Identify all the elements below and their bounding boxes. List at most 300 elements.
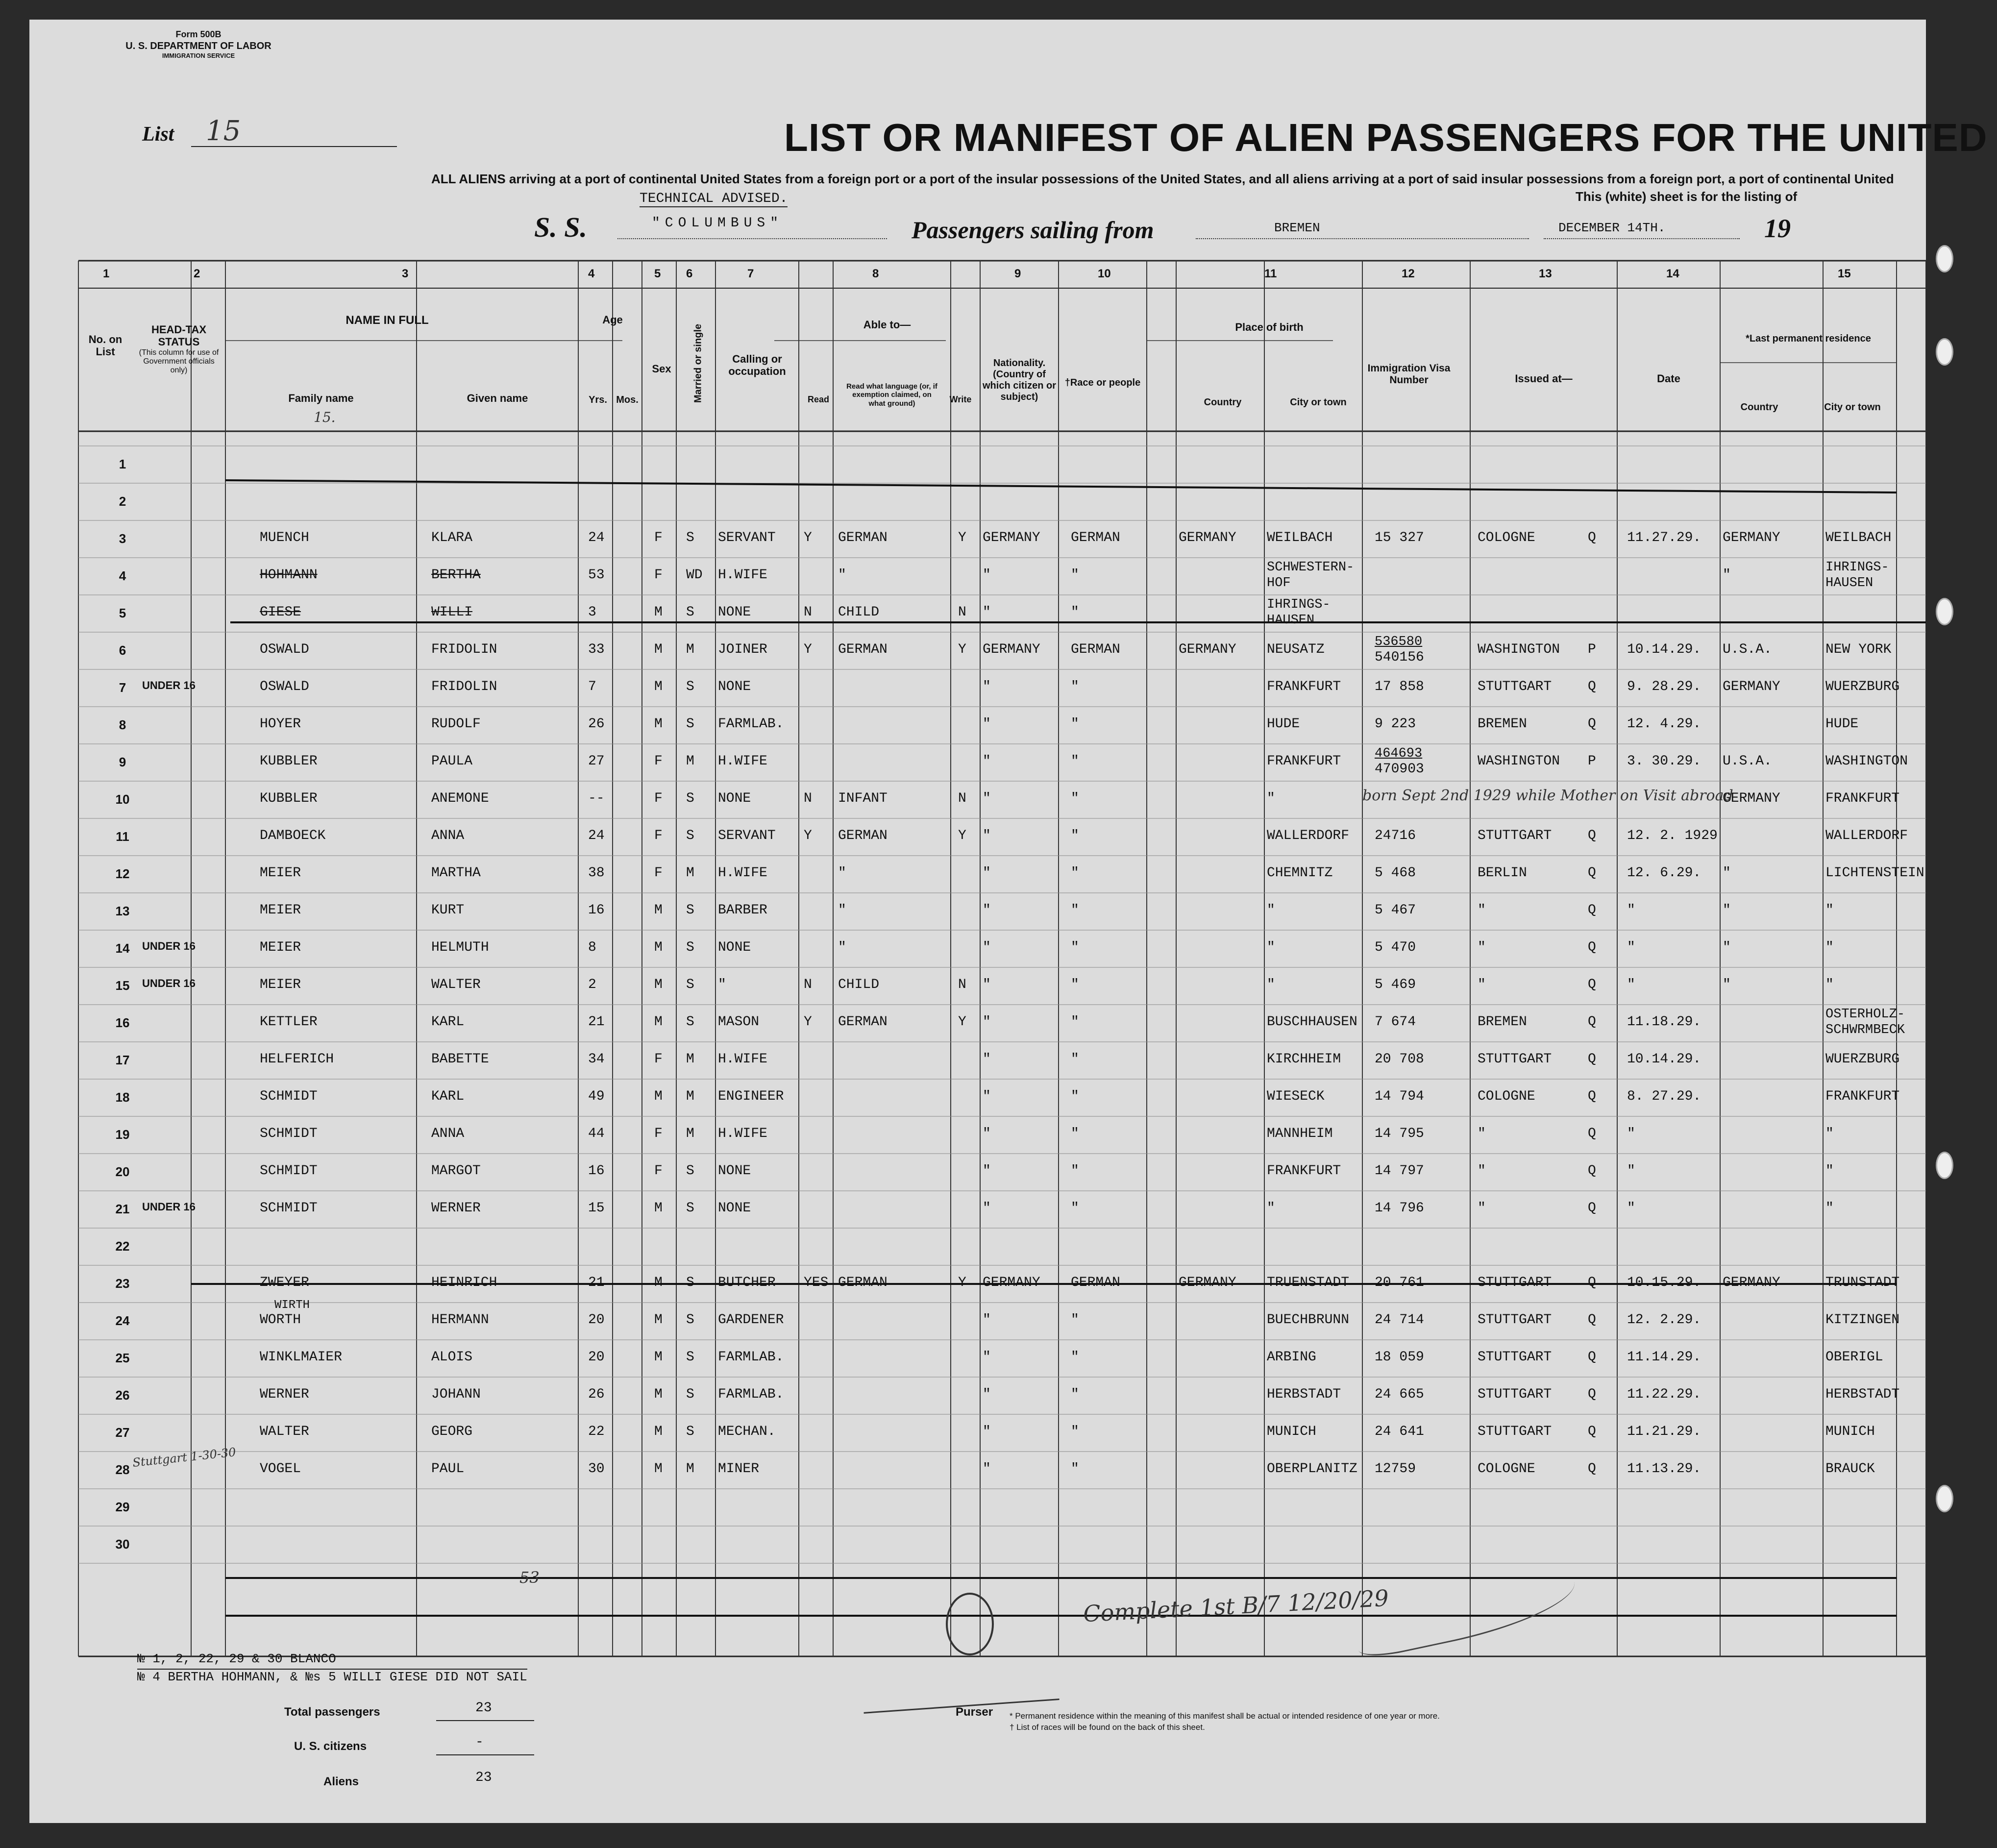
cell-head-tax-status: UNDER 16	[142, 1201, 196, 1213]
cell-sex: M	[654, 1424, 663, 1439]
header-no-on-list: No. on List	[88, 333, 123, 358]
cell-birth-city: WEILBACH	[1267, 530, 1333, 545]
table-row	[29, 520, 1926, 558]
cell-residence-city: "	[1825, 903, 1834, 918]
ship-name: "COLUMBUS"	[652, 216, 784, 231]
cell-sex: M	[654, 1275, 663, 1290]
cell-visa-class: Q	[1588, 1089, 1596, 1104]
column-number: 8	[872, 267, 879, 280]
header-write: Write	[949, 394, 972, 404]
cell-sex: F	[654, 1052, 663, 1067]
column-number: 6	[686, 267, 693, 280]
cell-birth-country: GERMANY	[1179, 530, 1236, 545]
cell-given-name: BABETTE	[431, 1052, 489, 1067]
cell-nationality: GERMANY	[983, 1275, 1040, 1290]
cell-issued-at: BREMEN	[1478, 1014, 1527, 1030]
cell-family-name: OSWALD	[260, 642, 309, 657]
cell-given-name: ANNA	[431, 828, 465, 843]
cell-visa-class: Q	[1588, 940, 1596, 955]
cell-race: "	[1071, 1461, 1079, 1477]
cell-age-years: 16	[588, 903, 605, 918]
cell-sex: M	[654, 940, 663, 955]
header-last-residence: *Last permanent residence	[1746, 333, 1871, 344]
cell-given-name: PAULA	[431, 754, 473, 769]
cell-visa-number: 5 469	[1375, 977, 1416, 992]
cell-issued-at: "	[1478, 1201, 1486, 1216]
cell-age-years: 7	[588, 679, 596, 694]
cell-age-years: 24	[588, 828, 605, 843]
cell-age-years: 38	[588, 865, 605, 881]
cell-race: "	[1071, 1424, 1079, 1439]
cell-given-name: FRIDOLIN	[431, 642, 497, 657]
cell-race: "	[1071, 828, 1079, 843]
cell-can-read: N	[804, 977, 812, 992]
cell-can-write: N	[958, 977, 966, 992]
cell-given-name: WERNER	[431, 1201, 481, 1216]
table-row	[29, 744, 1926, 781]
cell-race: "	[1071, 903, 1079, 918]
cell-given-name: HELMUTH	[431, 940, 489, 955]
cell-head-tax-status: UNDER 16	[142, 977, 196, 989]
cell-visa-class: P	[1588, 754, 1596, 769]
cell-age-years: 21	[588, 1014, 605, 1030]
cell-can-write: Y	[958, 530, 966, 545]
row-number: 17	[115, 1053, 130, 1067]
department-name: U. S. DEPARTMENT OF LABOR	[125, 40, 271, 51]
cell-issued-at: WASHINGTON	[1478, 754, 1560, 769]
cell-family-name: DAMBOECK	[260, 828, 326, 843]
cell-nationality: "	[983, 1350, 991, 1365]
column-number: 13	[1539, 267, 1552, 280]
cell-visa-number: 24716	[1375, 828, 1416, 843]
hand-tax-note: Stuttgart 1-30-30	[132, 1445, 237, 1470]
cell-race: GERMAN	[1071, 530, 1120, 545]
cell-issued-at: COLOGNE	[1478, 1089, 1535, 1104]
table-row	[29, 1191, 1926, 1228]
cell-residence-city: MUNICH	[1825, 1424, 1875, 1439]
cell-can-write: N	[958, 791, 966, 806]
cell-visa-class: Q	[1588, 903, 1596, 918]
row-number: 24	[115, 1313, 130, 1328]
cell-birth-city: WIESECK	[1267, 1089, 1325, 1104]
cell-issue-date: 12. 4.29.	[1627, 716, 1701, 732]
cell-sex: M	[654, 1461, 663, 1477]
header-date: Date	[1657, 372, 1680, 385]
table-row	[29, 446, 1926, 483]
cell-birth-country: GERMANY	[1179, 1275, 1236, 1290]
cell-occupation: H.WIFE	[718, 1126, 767, 1141]
page-title: LIST OR MANIFEST OF ALIEN PASSENGERS FOR THE UNITED	[784, 116, 1988, 159]
cell-issue-date: "	[1627, 977, 1635, 992]
column-number: 11	[1264, 267, 1277, 280]
cell-issue-date: "	[1627, 903, 1635, 918]
row-number: 6	[119, 643, 126, 658]
cell-read-language: INFANT	[838, 791, 888, 806]
cell-race: "	[1071, 977, 1079, 992]
aliens-value: 23	[475, 1770, 492, 1785]
cell-nationality: "	[983, 1014, 991, 1030]
cell-age-years: 20	[588, 1350, 605, 1365]
cell-read-language: "	[838, 903, 846, 918]
us-citizens-label: U. S. citizens	[294, 1740, 367, 1753]
cell-birth-city: FRANKFURT	[1267, 1163, 1341, 1179]
cell-issue-date: 10.14.29.	[1627, 1052, 1701, 1067]
cell-visa-number: 536580	[1375, 635, 1423, 649]
cell-given-name: KARL	[431, 1014, 465, 1030]
cell-visa-number-second: 470903	[1375, 762, 1424, 777]
cell-age-years: 20	[588, 1312, 605, 1328]
row-number: 22	[115, 1239, 130, 1254]
column-number: 12	[1402, 267, 1415, 280]
cell-issue-date: 11.27.29.	[1627, 530, 1701, 545]
header-head-tax-note: (This column for use of Government officials only)	[139, 348, 219, 375]
row-number: 11	[116, 829, 129, 844]
cell-nationality: "	[983, 1387, 991, 1402]
header-age: Age	[602, 314, 623, 326]
cell-residence-country: GERMANY	[1723, 1275, 1780, 1290]
cell-occupation: MASON	[718, 1014, 760, 1030]
cell-nationality: "	[983, 1052, 991, 1067]
cell-given-name: BERTHA	[431, 567, 481, 583]
cell-can-write: Y	[958, 1014, 966, 1030]
cell-visa-number: 14 796	[1375, 1201, 1424, 1216]
sailing-date: DECEMBER 14TH.	[1558, 221, 1666, 235]
cell-marital-status: M	[686, 1089, 694, 1104]
cell-age-years: 27	[588, 754, 605, 769]
row-number: 10	[115, 792, 130, 807]
cell-sex: M	[654, 1350, 663, 1365]
cell-birth-city: IHRINGS- HAUSEN	[1267, 597, 1331, 628]
cell-age-years: 26	[588, 1387, 605, 1402]
cell-birth-city: HUDE	[1267, 716, 1300, 732]
row-number: 18	[115, 1090, 130, 1105]
header-list-hand-number: 15.	[314, 409, 336, 425]
cell-family-name: MEIER	[260, 903, 301, 918]
cell-race: "	[1071, 1014, 1079, 1030]
cell-nationality: "	[983, 1163, 991, 1179]
cell-birth-city: ARBING	[1267, 1350, 1316, 1365]
cell-age-years: 2	[588, 977, 596, 992]
column-number: 1	[103, 267, 110, 280]
header-occupation: Calling or occupation	[728, 353, 786, 378]
cell-occupation: MECHAN.	[718, 1424, 776, 1439]
cell-visa-number: 18 059	[1375, 1350, 1424, 1365]
table-row	[29, 1299, 1926, 1340]
cell-sex: M	[654, 679, 663, 694]
cell-marital-status: S	[686, 1424, 694, 1439]
cell-sex: M	[654, 716, 663, 732]
punch-hole	[1936, 245, 1953, 272]
cell-family-name: MEIER	[260, 940, 301, 955]
cell-issued-at: STUTTGART	[1478, 1312, 1552, 1328]
cell-residence-city: "	[1825, 1201, 1834, 1216]
cell-issued-at: "	[1478, 1126, 1486, 1141]
cell-family-name: GIESE	[260, 605, 301, 620]
cell-nationality: GERMANY	[983, 530, 1040, 545]
header-birth-city: City or town	[1290, 397, 1347, 408]
header-nationality: Nationality. (Country of which citizen or subject)	[982, 358, 1057, 402]
cell-issued-at: "	[1478, 1163, 1486, 1179]
cell-nationality: "	[983, 791, 991, 806]
uscit-line	[436, 1754, 534, 1755]
cell-nationality: "	[983, 1201, 991, 1216]
cell-age-years: 34	[588, 1052, 605, 1067]
cell-read-language: CHILD	[838, 977, 880, 992]
cell-residence-country: U.S.A.	[1723, 754, 1772, 769]
cell-issue-date: 3. 30.29.	[1627, 754, 1701, 769]
cell-residence-city: WALLERDORF	[1825, 828, 1908, 843]
cell-nationality: "	[983, 679, 991, 694]
cell-occupation: NONE	[718, 605, 751, 620]
table-row	[29, 1526, 1926, 1563]
cell-marital-status: S	[686, 605, 694, 620]
cell-marital-status: S	[686, 828, 694, 843]
cell-visa-class: Q	[1588, 1201, 1596, 1216]
cell-occupation: H.WIFE	[718, 754, 767, 769]
cell-nationality: "	[983, 605, 991, 620]
us-citizens-value: -	[475, 1735, 484, 1750]
cell-age-years: 21	[588, 1275, 605, 1290]
aliens-label: Aliens	[323, 1775, 359, 1788]
cell-birth-city: "	[1267, 903, 1275, 918]
cell-occupation: SERVANT	[718, 530, 776, 545]
cell-read-language: "	[838, 865, 846, 881]
cell-issued-at: BREMEN	[1478, 716, 1527, 732]
cell-marital-status: S	[686, 716, 694, 732]
header-head-tax-title: HEAD-TAX STATUS	[151, 323, 207, 348]
cell-occupation: H.WIFE	[718, 567, 767, 583]
cell-race: "	[1071, 605, 1079, 620]
cell-issued-at: WASHINGTON	[1478, 642, 1560, 657]
cell-issue-date: 12. 2.29.	[1627, 1312, 1701, 1328]
total-passengers-label: Total passengers	[284, 1705, 380, 1719]
cell-issued-at: "	[1478, 977, 1486, 992]
cell-issued-at: COLOGNE	[1478, 1461, 1535, 1477]
cell-given-name: PAUL	[431, 1461, 465, 1477]
cell-nationality: "	[983, 1089, 991, 1104]
cell-family-name: SCHMIDT	[260, 1201, 318, 1216]
cell-occupation: MINER	[718, 1461, 760, 1477]
table-row	[29, 967, 1926, 1005]
cell-family-name: SCHMIDT	[260, 1089, 318, 1104]
cell-marital-status: S	[686, 1387, 694, 1402]
cell-nationality: "	[983, 1424, 991, 1439]
cell-family-name-correction: WIRTH	[274, 1299, 310, 1312]
cell-visa-number: 24 714	[1375, 1312, 1424, 1328]
cell-visa-class: Q	[1588, 1387, 1596, 1402]
cell-nationality: "	[983, 1461, 991, 1477]
table-row	[29, 1005, 1926, 1042]
cell-occupation: ENGINEER	[718, 1089, 784, 1104]
cell-residence-city: IHRINGS- HAUSEN	[1825, 560, 1889, 591]
header-place-of-birth: Place of birth	[1235, 321, 1304, 333]
row-number: 2	[119, 494, 126, 509]
table-row	[29, 632, 1926, 669]
cell-birth-city: OBERPLANITZ	[1267, 1461, 1357, 1477]
cell-sex: F	[654, 530, 663, 545]
cell-visa-number: 20 761	[1375, 1275, 1424, 1290]
cell-marital-status: M	[686, 1126, 694, 1141]
cell-marital-status: S	[686, 940, 694, 955]
cell-race: "	[1071, 940, 1079, 955]
purser-flourish	[946, 1593, 994, 1655]
cell-age-years: 30	[588, 1461, 605, 1477]
cell-birth-city: BUSCHHAUSEN	[1267, 1014, 1357, 1030]
sailing-year: 19	[1764, 214, 1791, 243]
cell-read-language: GERMAN	[838, 828, 888, 843]
header-married-single: Married or single	[692, 323, 704, 403]
cell-marital-status: M	[686, 642, 694, 657]
cell-read-language: GERMAN	[838, 1275, 888, 1290]
cell-visa-number: 17 858	[1375, 679, 1424, 694]
row-number: 4	[119, 568, 126, 583]
header-read-language: Read what language (or, if exemption claimed, on what ground)	[846, 382, 937, 408]
table-row	[29, 1377, 1926, 1414]
cell-race: "	[1071, 716, 1079, 732]
cell-race: "	[1071, 1387, 1079, 1402]
cell-occupation: NONE	[718, 940, 751, 955]
cell-issue-date: "	[1627, 1163, 1635, 1179]
cell-issue-date: 11.18.29.	[1627, 1014, 1701, 1030]
cell-read-language: GERMAN	[838, 1014, 888, 1030]
cell-nationality: "	[983, 828, 991, 843]
row-number: 29	[115, 1500, 130, 1514]
cell-given-name: ANEMONE	[431, 791, 489, 806]
cell-residence-country: GERMANY	[1723, 530, 1780, 545]
table-row	[29, 930, 1926, 967]
cell-race: "	[1071, 679, 1079, 694]
cell-race: "	[1071, 567, 1079, 583]
cell-age-years: 15	[588, 1201, 605, 1216]
cell-family-name: KUBBLER	[260, 754, 318, 769]
cell-residence-city: KITZINGEN	[1825, 1312, 1900, 1328]
cell-sex: M	[654, 1014, 663, 1030]
table-row	[29, 595, 1926, 632]
header-race: †Race or people	[1064, 377, 1141, 388]
cell-visa-class: Q	[1588, 865, 1596, 881]
cell-sex: F	[654, 865, 663, 881]
cell-visa-class: Q	[1588, 1461, 1596, 1477]
cell-age-years: 49	[588, 1089, 605, 1104]
cell-read-language: "	[838, 940, 846, 955]
cell-birth-city: BUECHBRUNN	[1267, 1312, 1350, 1328]
column-number: 5	[654, 267, 661, 280]
cell-sex: F	[654, 754, 663, 769]
header-age-years: Yrs.	[589, 394, 607, 405]
cell-residence-country: GERMANY	[1723, 679, 1780, 694]
subtitle-line-1: ALL ALIENS arriving at a port of continental United States from a foreign port or a port of the insular possessions of the United States, and all aliens arriving at a port of said insular possessions from a foreign port, a port of continental United	[431, 172, 1894, 186]
cell-issued-at: STUTTGART	[1478, 1275, 1552, 1290]
table-row	[29, 1265, 1926, 1303]
cell-issued-at: "	[1478, 903, 1486, 918]
footer-not-sail-line: № 4 BERTHA HOHMANN, & №s 5 WILLI GIESE DID NOT SAIL	[137, 1670, 527, 1684]
table-row	[29, 1079, 1926, 1116]
cell-occupation: H.WIFE	[718, 865, 767, 881]
cell-occupation: NONE	[718, 1201, 751, 1216]
cell-issue-date: 8. 27.29.	[1627, 1089, 1701, 1104]
column-number: 10	[1098, 267, 1111, 280]
cell-visa-class: Q	[1588, 1424, 1596, 1439]
cell-issue-date: 10.15.29.	[1627, 1275, 1701, 1290]
cell-given-name: WILLI	[431, 605, 473, 620]
hand-count: 53	[519, 1568, 540, 1587]
cell-issue-date: 12. 6.29.	[1627, 865, 1701, 881]
cell-nationality: "	[983, 754, 991, 769]
cell-issued-at: STUTTGART	[1478, 679, 1552, 694]
punch-hole	[1936, 1152, 1953, 1179]
cell-residence-country: "	[1723, 940, 1731, 955]
cell-issue-date: 10.14.29.	[1627, 642, 1701, 657]
cell-residence-city: "	[1825, 1126, 1834, 1141]
cell-given-name: KLARA	[431, 530, 473, 545]
cell-residence-country: "	[1723, 977, 1731, 992]
cell-visa-number: 24 665	[1375, 1387, 1424, 1402]
cell-given-name: JOHANN	[431, 1387, 481, 1402]
cell-race: "	[1071, 1089, 1079, 1104]
departure-port: BREMEN	[1274, 221, 1320, 235]
cell-occupation: BARBER	[718, 903, 767, 918]
cell-residence-country: GERMANY	[1723, 791, 1780, 806]
cell-occupation: SERVANT	[718, 828, 776, 843]
cell-can-read: YES	[804, 1275, 829, 1290]
cell-read-language: "	[838, 567, 846, 583]
cell-can-write: Y	[958, 642, 966, 657]
cell-residence-city: LICHTENSTEIN	[1825, 865, 1924, 881]
cell-marital-status: S	[686, 1312, 694, 1328]
cell-given-name: HERMANN	[431, 1312, 489, 1328]
cell-age-years: 26	[588, 716, 605, 732]
cell-issue-date: "	[1627, 940, 1635, 955]
table-row	[29, 781, 1926, 818]
cell-can-read: Y	[804, 828, 812, 843]
cell-issued-at: STUTTGART	[1478, 828, 1552, 843]
total-passengers-value: 23	[475, 1700, 492, 1716]
cell-issue-date: 9. 28.29.	[1627, 679, 1701, 694]
cell-visa-class: Q	[1588, 1275, 1596, 1290]
cell-birth-city: KIRCHHEIM	[1267, 1052, 1341, 1067]
cell-birth-city: NEUSATZ	[1267, 642, 1325, 657]
cell-visa-number: 9 223	[1375, 716, 1416, 732]
cell-can-read: Y	[804, 530, 812, 545]
cell-visa-number: 15 327	[1375, 530, 1424, 545]
cell-can-write: Y	[958, 1275, 966, 1290]
row-number: 23	[115, 1276, 130, 1291]
header-read: Read	[807, 394, 829, 404]
cell-visa-class: Q	[1588, 530, 1596, 545]
cell-marital-status: M	[686, 865, 694, 881]
row-number: 9	[119, 755, 126, 769]
header-res-city: City or town	[1824, 402, 1881, 413]
cell-sex: F	[654, 791, 663, 806]
cell-can-write: N	[958, 605, 966, 620]
cell-nationality: "	[983, 977, 991, 992]
cell-family-name: MEIER	[260, 865, 301, 881]
footnote-races: † List of races will be found on the back of this sheet.	[1010, 1723, 1205, 1732]
cell-issue-date: 12. 2. 1929	[1627, 828, 1718, 843]
cell-birth-city: HERBSTADT	[1267, 1387, 1341, 1402]
cell-family-name: SCHMIDT	[260, 1163, 318, 1179]
cell-residence-city: WUERZBURG	[1825, 679, 1900, 694]
header-name-in-full: NAME IN FULL	[345, 314, 429, 327]
cell-visa-number: 5 470	[1375, 940, 1416, 955]
column-number: 15	[1838, 267, 1851, 280]
cell-race: "	[1071, 1052, 1079, 1067]
cell-residence-country: "	[1723, 865, 1731, 881]
service-name: IMMIGRATION SERVICE	[162, 51, 235, 59]
cell-occupation: NONE	[718, 1163, 751, 1179]
cell-residence-city: BRAUCK	[1825, 1461, 1875, 1477]
cell-issue-date: 11.22.29.	[1627, 1387, 1701, 1402]
